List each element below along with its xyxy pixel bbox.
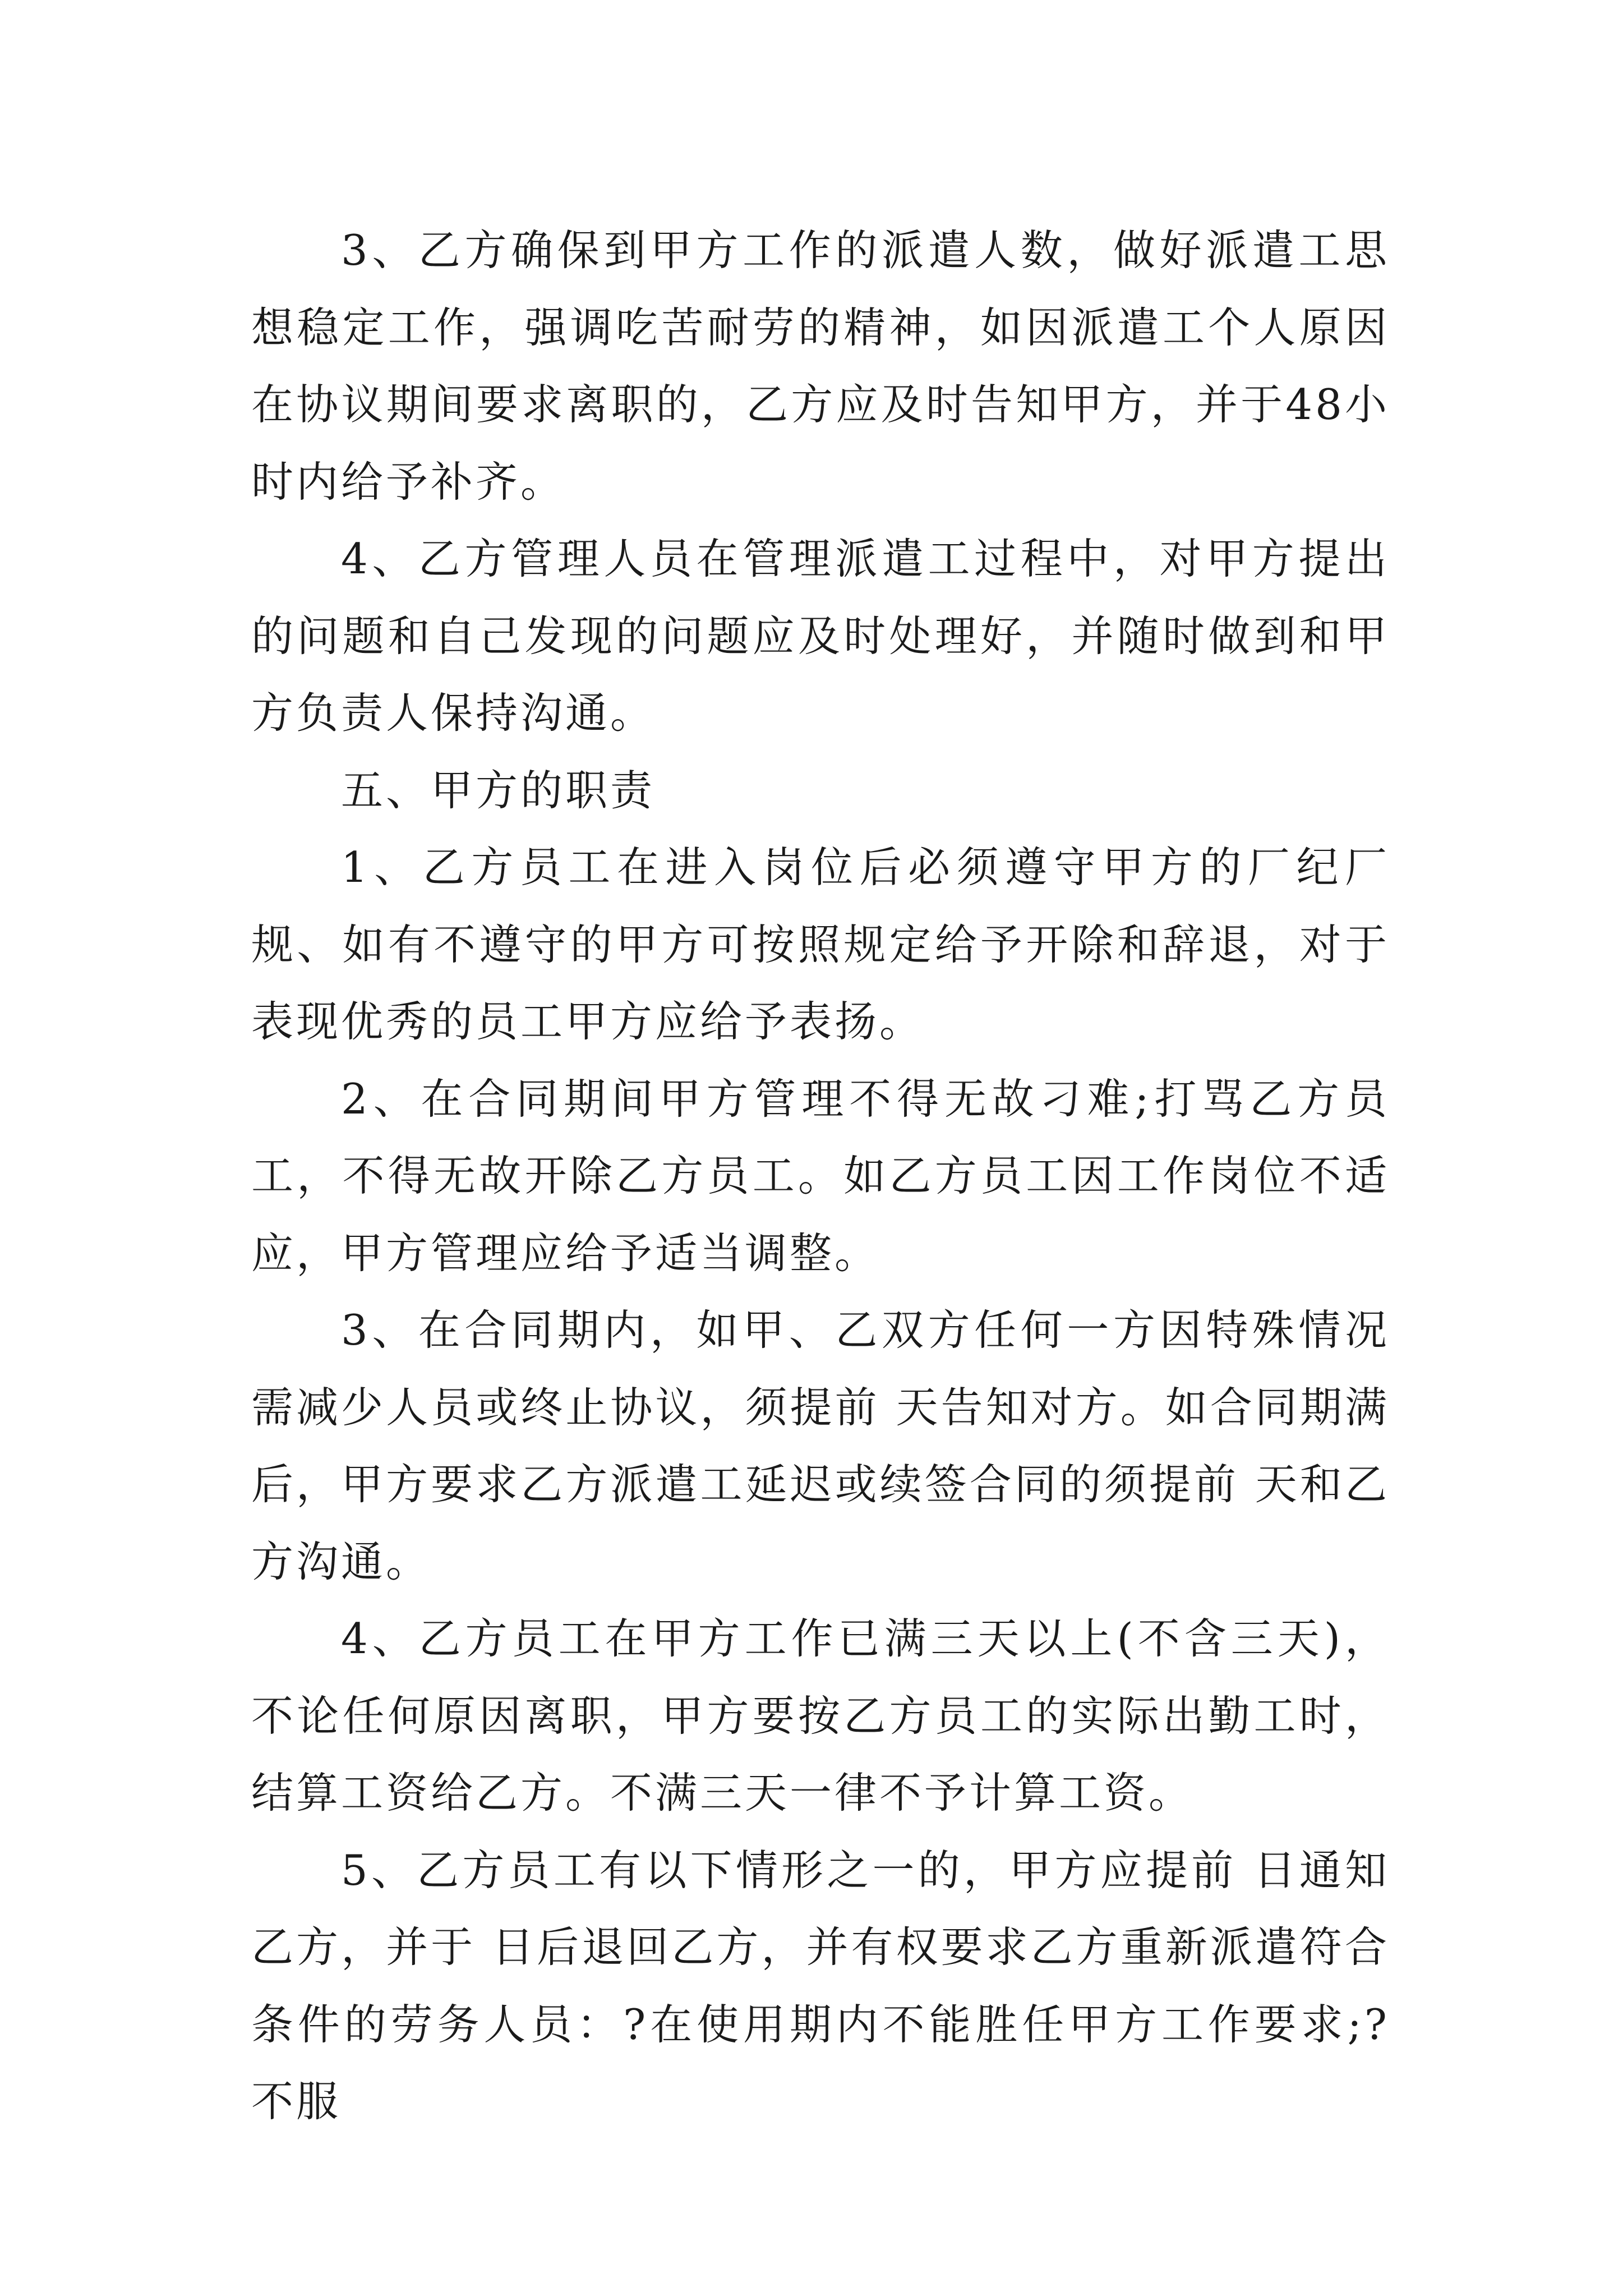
paragraph-wage-settlement: 4、乙方员工在甲方工作已满三天以上(不含三天)，不论任何原因离职，甲方要按乙方员工的实际出勤工时，结算工资给乙方。不满三天一律不予计算工资。	[251, 1614, 1390, 1818]
document-body	[251, 212, 1390, 2141]
paragraph-factory-rules: 1、乙方员工在进入岗位后必须遵守甲方的厂纪厂规、如有不遵守的甲方可按照规定给予开除和辞退，对于表现优秀的员工甲方应给予表扬。	[251, 843, 1390, 1046]
paragraph-notice-period: 3、在合同期内，如甲、乙双方任何一方因特殊情况需减少人员或终止协议，须提前 天告知对方。如合同期满后，甲方要求乙方派遣工延迟或续签合同的须提前 天和乙方沟通。	[251, 1305, 1390, 1586]
paragraph-no-harassment: 2、在合同期间甲方管理不得无故刁难;打骂乙方员工，不得无故开除乙方员工。如乙方员工因工作岗位不适应，甲方管理应给予适当调整。	[251, 1074, 1390, 1278]
paragraph-return-conditions: 5、乙方员工有以下情形之一的，甲方应提前 日通知乙方，并于 日后退回乙方，并有权要求乙方重新派遣符合条件的劳务人员：?在使用期内不能胜任甲方工作要求;?不服	[251, 1845, 1390, 2126]
section-heading-party-a-duties: 五、甲方的职责	[341, 765, 656, 815]
paragraph-party-b-management: 4、乙方管理人员在管理派遣工过程中，对甲方提出的问题和自己发现的问题应及时处理好，并随时做到和甲方负责人保持沟通。	[251, 534, 1390, 738]
paragraph-party-b-staffing: 3、乙方确保到甲方工作的派遣人数，做好派遣工思想稳定工作，强调吃苦耐劳的精神，如因派遣工个人原因在协议期间要求离职的，乙方应及时告知甲方，并于48小时内给予补齐。	[251, 226, 1390, 507]
